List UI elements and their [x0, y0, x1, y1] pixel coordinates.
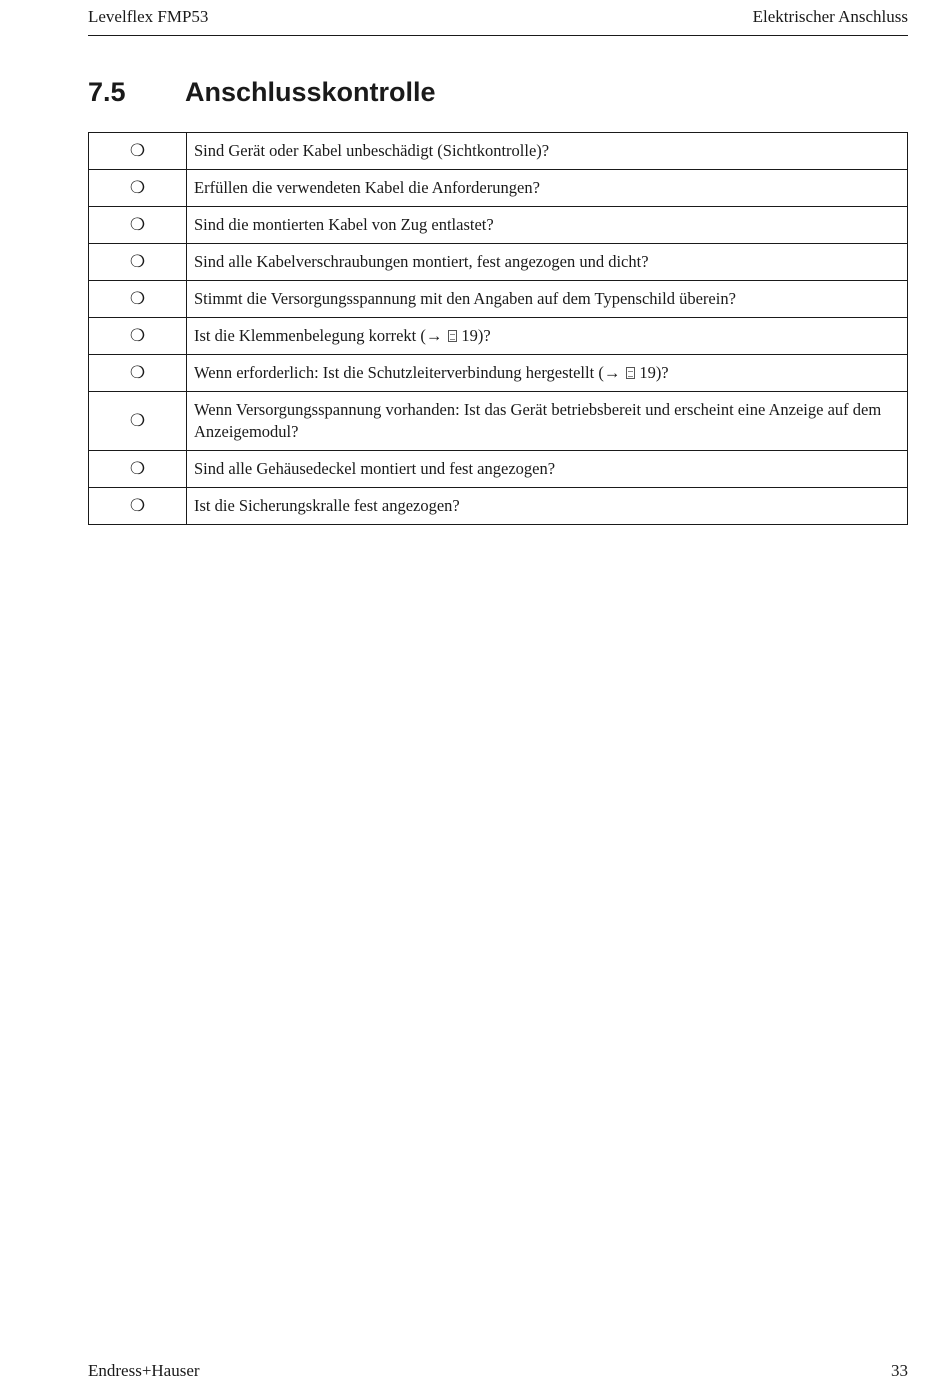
checkbox[interactable]: ❍ — [89, 451, 187, 488]
checklist-row — [89, 451, 908, 488]
header-product-name: Levelflex FMP53 — [88, 7, 209, 26]
checkbox[interactable]: ❍ — [89, 207, 187, 244]
checklist-row — [89, 318, 908, 355]
checklist-item-text: Stimmt die Versorgungsspannung mit den Angaben auf dem Typenschild überein? — [187, 281, 908, 318]
checklist-row — [89, 355, 908, 392]
checkbox[interactable]: ❍ — [89, 318, 187, 355]
page-header — [88, 6, 908, 36]
checklist-item-text: Sind alle Gehäusedeckel montiert und fest angezogen? — [187, 451, 908, 488]
checkbox[interactable]: ❍ — [89, 392, 187, 451]
checklist-item-suffix: )? — [655, 363, 669, 382]
arrow-icon: → — [425, 326, 443, 345]
section-title: Anschlusskontrolle — [185, 77, 436, 107]
checkbox[interactable]: ❍ — [89, 170, 187, 207]
checklist-table — [88, 132, 908, 525]
page-reference-link[interactable]: 19 — [639, 363, 656, 382]
checkbox[interactable]: ❍ — [89, 488, 187, 525]
checklist-row — [89, 244, 908, 281]
checkbox[interactable]: ❍ — [89, 355, 187, 392]
checkbox[interactable]: ❍ — [89, 281, 187, 318]
header-chapter-name: Elektrischer Anschluss — [752, 7, 908, 26]
checklist-row — [89, 207, 908, 244]
checklist-item-text: Erfüllen die verwendeten Kabel die Anforderungen? — [187, 170, 908, 207]
checklist-item-text: Wenn Versorgungsspannung vorhanden: Ist das Gerät betriebsbereit und erscheint eine Anzeige auf dem Anzeigemodul? — [187, 392, 908, 451]
page-reference-icon — [448, 330, 457, 342]
checklist-item-suffix: )? — [477, 326, 491, 345]
checkbox[interactable]: ❍ — [89, 133, 187, 170]
checklist-item-text: Sind alle Kabelverschraubungen montiert, fest angezogen und dicht? — [187, 244, 908, 281]
checklist-row — [89, 170, 908, 207]
section-number: 7.5 — [88, 77, 126, 107]
checklist-item-cell — [187, 355, 908, 392]
page-reference-icon — [626, 367, 635, 379]
checklist-item-text: Ist die Sicherungskralle fest angezogen? — [187, 488, 908, 525]
checklist-item-text: Ist die Klemmenbelegung korrekt ( — [194, 326, 426, 345]
checklist-item-text: Sind Gerät oder Kabel unbeschädigt (Sichtkontrolle)? — [187, 133, 908, 170]
checklist-item-text: Sind die montierten Kabel von Zug entlastet? — [187, 207, 908, 244]
checklist-row — [89, 392, 908, 451]
page-reference-link[interactable]: 19 — [461, 326, 478, 345]
checkbox[interactable]: ❍ — [89, 244, 187, 281]
arrow-icon: → — [603, 363, 621, 382]
page-number: 33 — [891, 1361, 908, 1380]
checklist-row — [89, 281, 908, 318]
checklist-item-cell — [187, 318, 908, 355]
checklist-item-text: Wenn erforderlich: Ist die Schutzleiterverbindung hergestellt ( — [194, 363, 604, 382]
footer-brand: Endress+Hauser — [88, 1361, 200, 1380]
checklist-row — [89, 488, 908, 525]
checklist-row — [89, 133, 908, 170]
